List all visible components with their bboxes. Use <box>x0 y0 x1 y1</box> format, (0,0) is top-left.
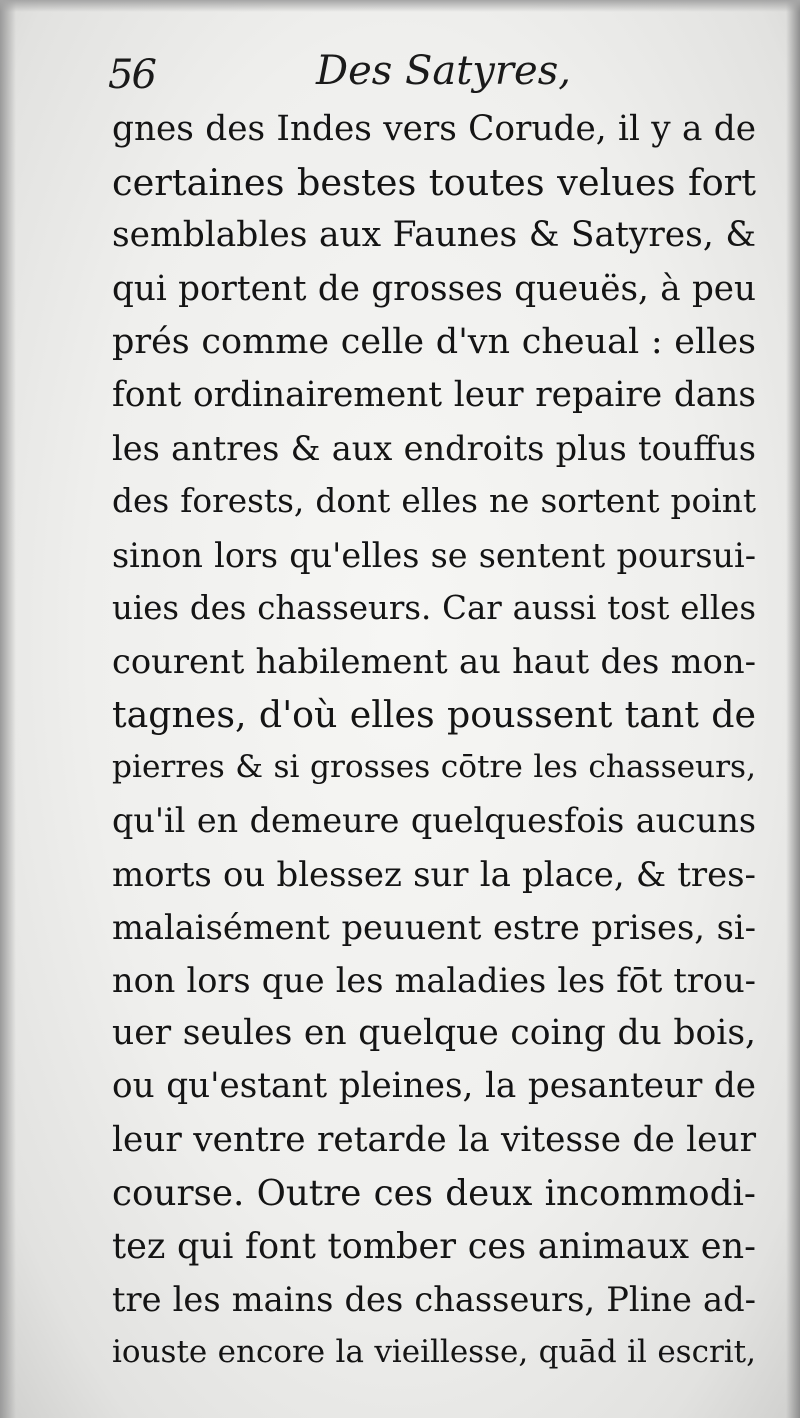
text-line: prés comme celle d'vn cheual : elles <box>112 321 756 362</box>
text-line: sinon lors qu'elles se sentent poursui- <box>112 535 756 575</box>
body-text <box>112 103 756 1380</box>
text-line: semblables aux Faunes & Satyres, & <box>112 215 756 256</box>
page-number: 56 <box>108 52 155 98</box>
text-line: gnes des Indes vers Corude, il y a de <box>112 109 756 149</box>
text-line: des forests, dont elles ne sortent point <box>112 482 756 521</box>
text-line: uer seules en quelque coing du bois, <box>112 1013 756 1054</box>
page-shadow-top <box>0 0 800 12</box>
text-line: uies des chasseurs. Car aussi tost elles <box>112 588 756 627</box>
page-shadow-right <box>786 0 800 1418</box>
text-line: ou qu'estant pleines, la pesanteur de <box>112 1066 756 1107</box>
text-line: font ordinairement leur repaire dans <box>112 374 756 415</box>
text-line: leur ventre retarde la vitesse de leur <box>112 1119 756 1160</box>
text-line: qui portent de grosses queuës, à peu <box>112 268 756 309</box>
text-line: non lors que les maladies les fōt trou- <box>112 961 756 1000</box>
text-line: malaisément peuuent estre prises, si- <box>112 907 756 947</box>
text-line: tez qui font tomber ces animaux en- <box>112 1225 756 1267</box>
text-line: qu'il en demeure quelquesfois aucuns <box>112 801 756 841</box>
text-line: pierres & si grosses cōtre les chasseurs, <box>112 749 756 786</box>
text-line: courent habilement au haut des mon- <box>112 641 756 681</box>
text-line: certaines bestes toutes velues fort <box>112 161 756 205</box>
text-line: course. Outre ces deux incommodi- <box>112 1172 756 1214</box>
text-line: les antres & aux endroits plus touffus <box>112 429 756 469</box>
text-line: tre les mains des chasseurs, Pline ad- <box>112 1280 756 1320</box>
text-line: morts ou blessez sur la place, & tres- <box>112 854 756 894</box>
text-line: iouste encore la vieillesse, quād il escrit, <box>112 1334 756 1371</box>
page-header <box>108 44 748 108</box>
page-shadow-left <box>0 0 16 1418</box>
running-title: Des Satyres, <box>316 48 571 94</box>
text-line: tagnes, d'où elles poussent tant de <box>112 693 756 737</box>
